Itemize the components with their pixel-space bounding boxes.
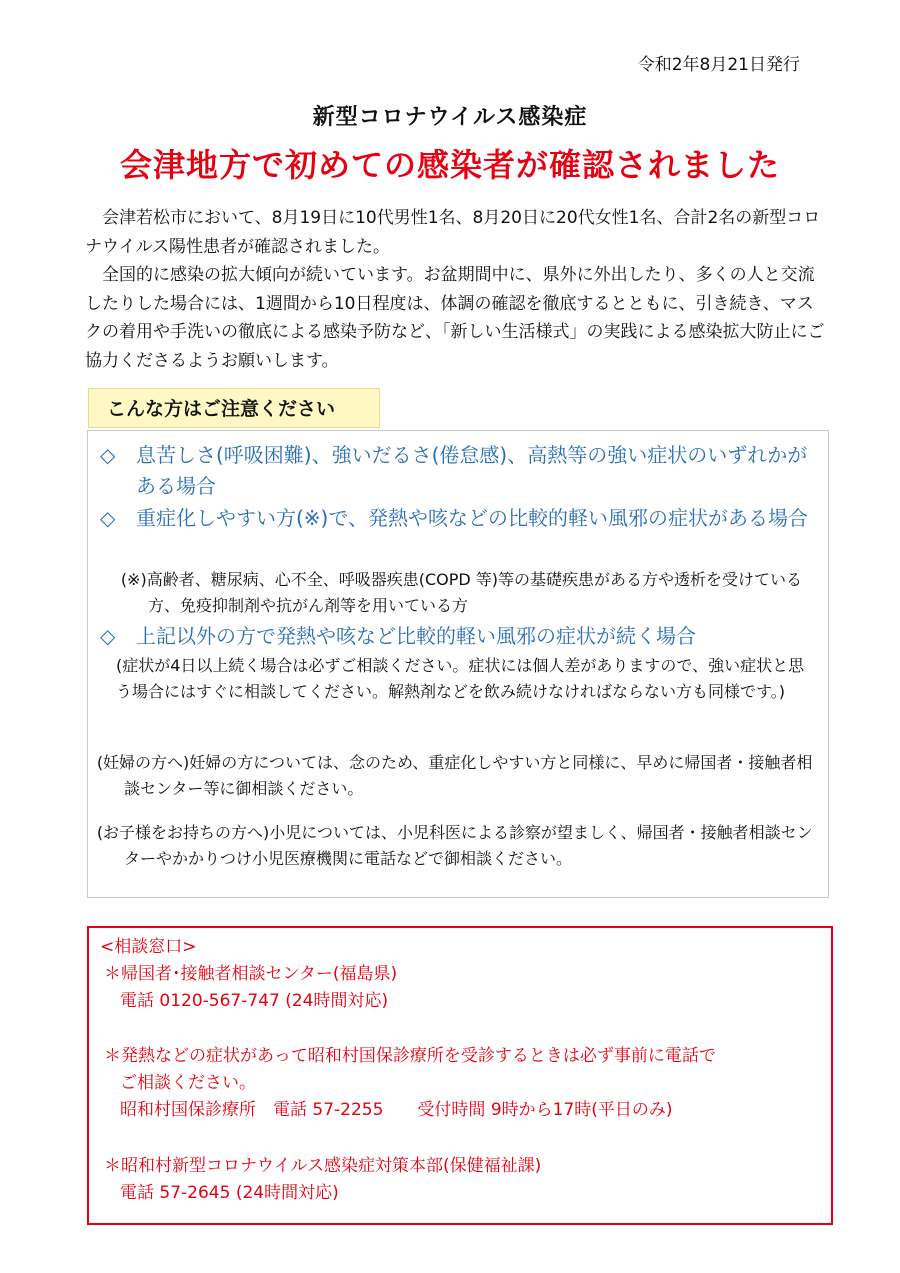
issue-date: 令和2年8月21日発行 [637,55,800,75]
consultation-center-phone: 電話 0120-567-747 (24時間対応) [120,991,389,1011]
symptom-item-2 [100,503,820,534]
contact-heading: <相談窓口> [100,937,197,957]
symptom-text-2: 重症化しやすい方(※)で、発熱や咳などの比較的軽い風邪の症状がある場合 [136,506,808,530]
clinic-notice-line-2: ご相談ください。 [120,1073,256,1093]
symptom-item-1 [100,440,820,502]
diamond-icon: ◇ [100,506,116,530]
caution-label: こんな方はご注意ください [88,388,380,428]
page-subtitle: 新型コロナウイルス感染症 [312,105,588,130]
intro-section [85,204,825,375]
diamond-icon: ◇ [100,624,116,648]
consultation-center-name: ＊帰国者･接触者相談センター(福島県) [104,964,398,984]
pregnant-note: (妊婦の方へ)妊婦の方については、念のため、重症化しやすい方と同様に、早めに帰国者・接触者相談センター等に御相談ください。 [96,753,813,798]
clinic-notice-line-1: ＊発熱などの症状があって昭和村国保診療所を受診するときは必ず事前に電話で [104,1046,716,1066]
intro-paragraph-1: 会津若松市において、8月19日に10代男性1名、8月20日に20代女性1名、合計2名の新型コロナウイルス陽性患者が確認されました。 [85,208,821,257]
task-force-name: ＊昭和村新型コロナウイルス感染症対策本部(保健福祉課) [104,1156,542,1176]
task-force-phone: 電話 57-2645 (24時間対応) [120,1183,339,1203]
clinic-phone: 昭和村国保診療所 電話 57-2255 受付時間 9時から17時(平日のみ) [120,1100,673,1120]
symptom-duration-note: (症状が4日以上続く場合は必ずご相談ください。症状には個人差がありますので、強い症状と思う場合にはすぐに相談してください。解熱剤などを飲み続けなければならない方も同様です。) [116,656,805,701]
symptom-text-3: 上記以外の方で発熱や咳など比較的軽い風邪の症状が続く場合 [136,624,696,648]
symptom-item-3 [100,621,820,652]
diamond-icon: ◇ [100,443,116,467]
symptom-text-1: 息苦しさ(呼吸困難)、強いだるさ(倦怠感)、高熱等の強い症状のいずれかがある場合 [136,443,808,498]
high-risk-note: (※)高齢者、糖尿病、心不全、呼吸器疾患(COPD 等)等の基礎疾患がある方や透析を受けている方、免疫抑制剤や抗がん剤等を用いている方 [120,570,803,615]
children-note: (お子様をお持ちの方へ)小児については、小児科医による診察が望ましく、帰国者・接触者相談センターやかかりつけ小児医療機関に電話などで御相談ください。 [96,823,813,868]
intro-paragraph-2: 全国的に感染の拡大傾向が続いています。お盆期間中に、県外に外出したり、多くの人と交流したりした場合には、1週間から10日程度は、体調の確認を徹底するとともに、引き続き、マスクの着用や手洗いの徹底による感染予防など、「新しい生活様式」の実践による感染拡大防止にご協力くださるようお願いします。 [85,265,825,371]
page-title: 会津地方で初めての感染者が確認されました [119,146,780,184]
